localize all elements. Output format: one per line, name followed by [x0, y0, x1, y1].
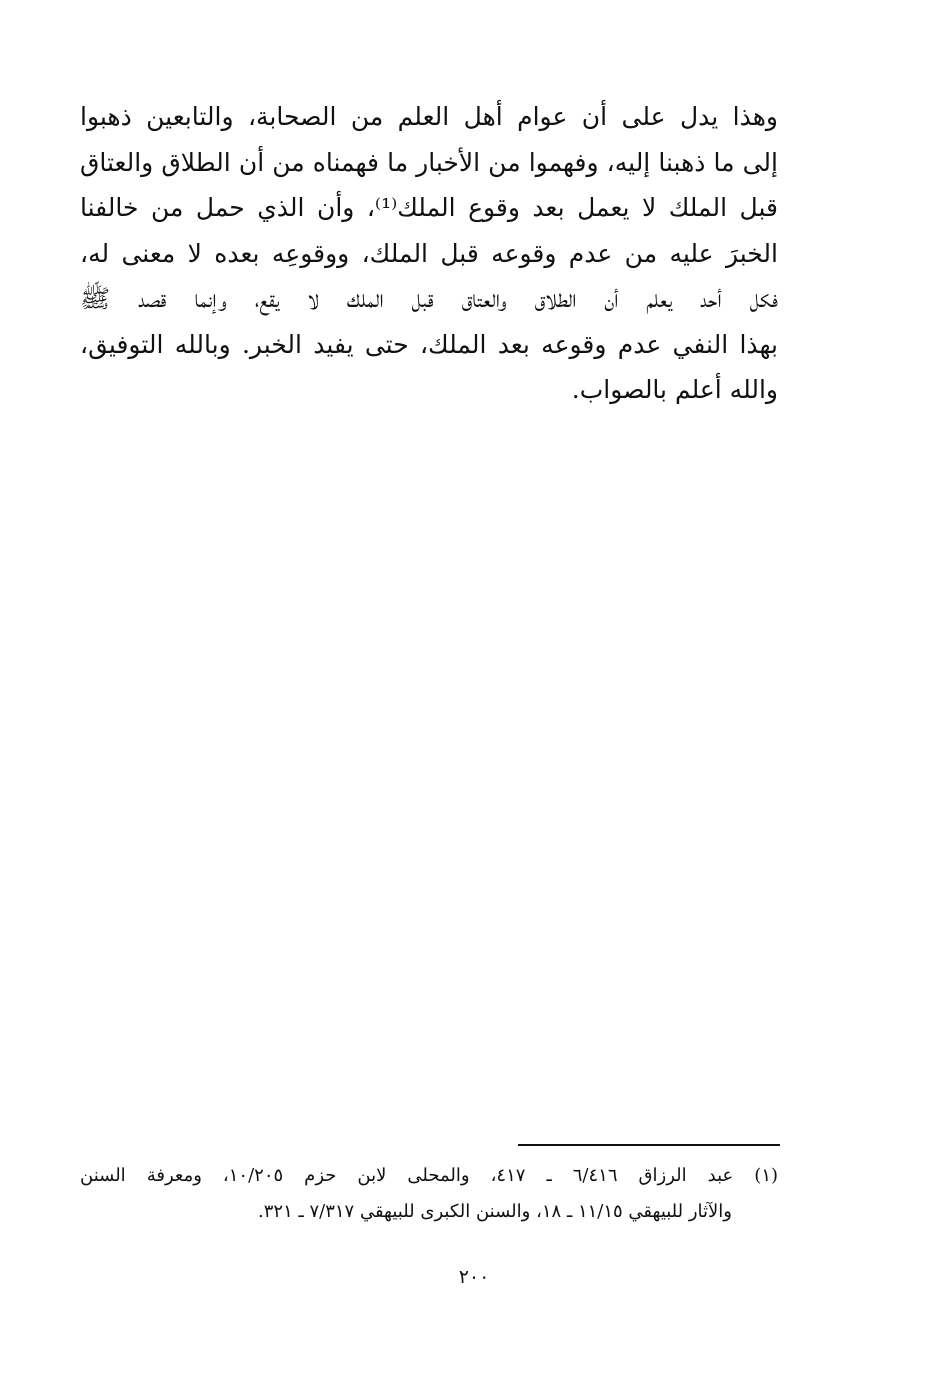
page-number: ٢٠٠ [458, 1266, 490, 1288]
footnotes-block [80, 1158, 778, 1230]
footnote-line: (١) عبد الرزاق ٦/٤١٦ ـ ٤١٧، والمحلى لابن حزم ١٠/٢٠٥، ومعرفة السنن [80, 1165, 779, 1186]
body-line: الخبرَ عليه من عدم وقوعه قبل الملك، ووقوعِه بعده لا معنى له، [80, 238, 778, 268]
body-line: بهذا النفي عدم وقوعه بعد الملك، حتى يفيد الخبر. وبالله التوفيق، [80, 329, 778, 359]
body-line: إلى ما ذهبنا إليه، وفهموا من الأخبار ما فهمناه من أن الطلاق والعتاق [80, 147, 778, 177]
footnote-divider [518, 1144, 780, 1146]
footnote-line: والآثار للبيهقي ١١/١٥ ـ ١٨، والسنن الكبرى للبيهقي ٧/٣١٧ ـ ٣٢١. [258, 1201, 732, 1222]
body-line: والله أعلم بالصواب. [571, 375, 778, 404]
body-line: قبل الملك لا يعمل بعد وقوع الملك⁽¹⁾، وأن الذي حمل من خالفنا [80, 193, 778, 222]
body-line: وهذا يدل على أن عوام أهل العلم من الصحابة، والتابعين ذهبوا [80, 102, 778, 131]
main-text-block [80, 94, 778, 413]
body-line: فكل أحد يعلم أن الطلاق والعتاق قبل الملك لا يقع، وإنما قصد ﷺ [80, 284, 778, 313]
